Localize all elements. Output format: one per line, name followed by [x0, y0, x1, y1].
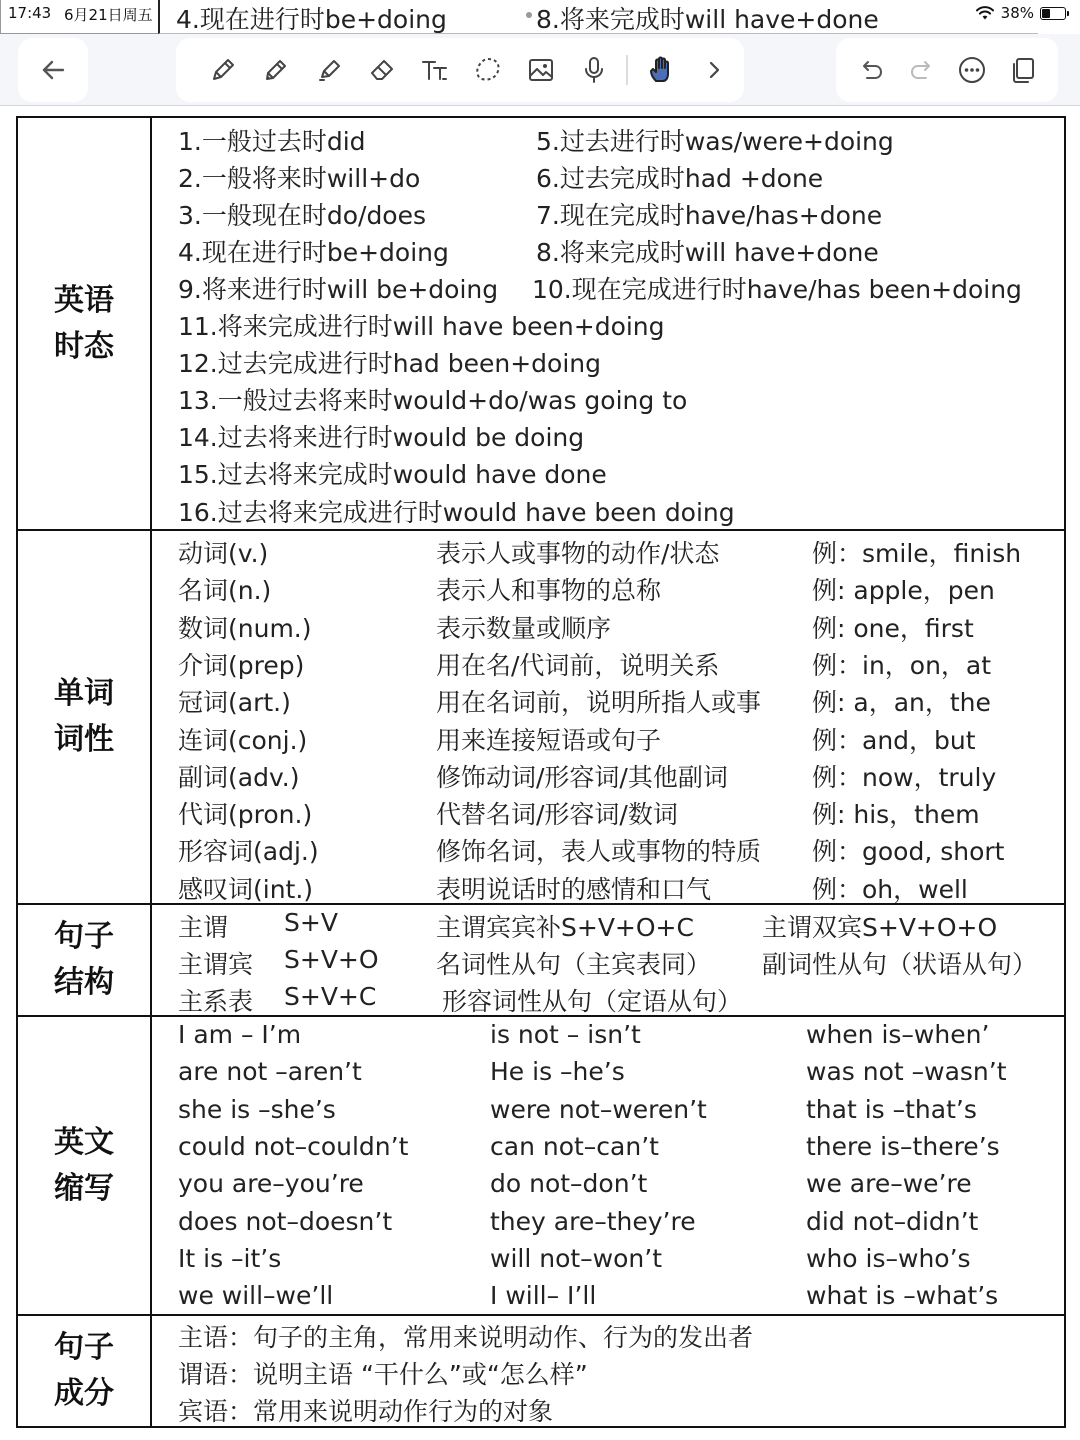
pos-definition: 表示数量或顺序: [436, 613, 612, 643]
pos-definition: 表示人和事物的总称: [436, 576, 662, 606]
contraction-item: we are–we’re: [806, 1169, 972, 1199]
tense-item: 11.将来完成进行时will have been+doing: [178, 312, 665, 341]
structure-pattern: 名词性从句（主宾表同）: [436, 950, 712, 979]
structure-body: [154, 905, 1064, 1015]
contraction-item: I will– I’ll: [490, 1281, 597, 1311]
status-date: 6月21日周五: [64, 6, 153, 24]
pos-definition: 用在名词前，说明所指人或事: [436, 688, 762, 718]
battery-fill: [1042, 9, 1050, 18]
tenses-section: [18, 118, 1064, 531]
pos-definition: 用在名/代词前，说明关系: [436, 650, 720, 680]
structure-name: 主系表: [178, 987, 254, 1016]
structure-formula: S+V: [284, 908, 338, 937]
pos-body: [154, 531, 1064, 903]
category-label: 词性: [54, 722, 114, 757]
sentence-components-section: [18, 1316, 1064, 1426]
category-label: 句子: [54, 1330, 114, 1365]
structure-name: 主谓宾: [178, 950, 254, 979]
eraser-icon: [366, 54, 398, 86]
contractions-category: [18, 1017, 152, 1314]
components-category: [18, 1316, 152, 1426]
contraction-item: can not–can’t: [490, 1131, 659, 1161]
category-label: 单词: [54, 676, 114, 711]
structure-name: 主谓: [178, 913, 229, 942]
wifi-icon: [975, 5, 995, 21]
grammar-table: [16, 116, 1066, 1428]
pos-term: 连词(conj.): [178, 725, 308, 755]
highlighter-icon: [313, 54, 345, 86]
undo-button[interactable]: [846, 45, 897, 95]
pos-term: 介词(prep): [178, 650, 305, 680]
redo-button[interactable]: [897, 45, 948, 95]
structure-category: [18, 905, 152, 1015]
category-label: 句子: [54, 919, 114, 954]
contraction-item: I am – I’m: [178, 1020, 302, 1049]
pos-definition: 表示人或事物的动作/状态: [436, 539, 720, 568]
hand-touch-button[interactable]: [634, 45, 687, 95]
pos-example: 例: a，an，the: [812, 688, 991, 718]
pos-definition: 表明说话时的感情和口气: [436, 874, 712, 904]
pen-tool-button[interactable]: [196, 45, 249, 95]
tense-item: 14.过去将来进行时would be doing: [178, 423, 585, 452]
tool-group: [176, 38, 744, 102]
category-label: 英文: [54, 1124, 114, 1160]
back-group: [18, 38, 88, 102]
structure-pattern: 副词性从句（状语从句）: [762, 950, 1038, 979]
pos-definition: 用来连接短语或句子: [436, 725, 662, 755]
pages-button[interactable]: [998, 45, 1049, 95]
tense-item: 16.过去将来完成进行时would have been doing: [178, 498, 735, 527]
pencil-icon: [260, 54, 292, 86]
redo-icon: [906, 54, 938, 86]
back-button[interactable]: [27, 45, 80, 95]
microphone-icon: [578, 54, 610, 86]
contraction-item: could not–couldn’t: [178, 1131, 409, 1161]
contraction-item: that is –that’s: [806, 1094, 977, 1124]
pos-term: 动词(v.): [178, 539, 269, 568]
contraction-item: did not–didn’t: [806, 1206, 979, 1236]
component-line: 主语：句子的主角，常用来说明动作、行为的发出者: [178, 1323, 754, 1352]
more-options-button[interactable]: [947, 45, 998, 95]
battery-icon: [1040, 7, 1066, 20]
pos-example: 例: apple，pen: [812, 576, 995, 606]
tense-item: 5.过去进行时was/were+doing: [536, 127, 894, 156]
pos-term: 冠词(art.): [178, 688, 291, 718]
parts-of-speech-section: [18, 531, 1064, 905]
category-label: 结构: [54, 965, 114, 1000]
category-label: 缩写: [54, 1170, 114, 1206]
contraction-item: she is –she’s: [178, 1094, 336, 1124]
pos-term: 名词(n.): [178, 576, 272, 606]
back-arrow-icon: [37, 54, 69, 86]
more-tools-button[interactable]: [687, 45, 740, 95]
undo-icon: [855, 54, 887, 86]
pages-icon: [1007, 54, 1039, 86]
contraction-item: It is –it’s: [178, 1243, 282, 1273]
highlighter-tool-button[interactable]: [302, 45, 355, 95]
pos-definition: 修饰动词/形容词/其他副词: [436, 762, 728, 792]
tense-item: 12.过去完成进行时had been+doing: [178, 349, 601, 378]
action-group: [836, 38, 1058, 102]
contraction-item: are not –aren’t: [178, 1057, 362, 1087]
tense-item: 15.过去将来完成时would have done: [178, 460, 607, 489]
pos-example: 例: his，them: [812, 800, 980, 830]
contraction-item: will not–won’t: [490, 1243, 663, 1273]
more-icon: [956, 54, 988, 86]
image-tool-button[interactable]: [514, 45, 567, 95]
contraction-item: is not – isn’t: [490, 1020, 641, 1049]
document-peek-text: 8.将来完成时will have+done: [536, 5, 879, 34]
chevron-right-icon: [698, 54, 730, 86]
structure-formula: S+V+C: [284, 982, 377, 1011]
pos-example: 例：smile，finish: [812, 539, 1022, 568]
camera-dot: [526, 12, 532, 18]
lasso-icon: [472, 54, 504, 86]
contraction-item: was not –wasn’t: [806, 1057, 1007, 1087]
contraction-item: do not–don’t: [490, 1169, 648, 1199]
contractions-section: [18, 1017, 1064, 1316]
pos-term: 感叹词(int.): [178, 874, 314, 904]
pen-icon: [207, 54, 239, 86]
tense-item: 10.现在完成进行时have/has been+doing: [532, 275, 1022, 304]
tense-item: 9.将来进行时will be+doing: [178, 275, 499, 304]
contraction-item: you are–you’re: [178, 1169, 364, 1199]
status-indicators: [975, 4, 1066, 22]
pos-term: 数词(num.): [178, 613, 312, 643]
document-peek-text: 4.现在进行时be+doing: [176, 5, 447, 34]
image-icon: [525, 54, 557, 86]
tenses-category: [18, 118, 152, 529]
status-time: 17:43: [8, 4, 52, 22]
tense-item: 2.一般将来时will+do: [178, 164, 421, 193]
component-line: 宾语：常用来说明动作行为的对象: [178, 1397, 554, 1426]
toolbar-divider: [626, 55, 628, 85]
pos-example: 例: one，first: [812, 613, 974, 643]
contraction-item: they are–they’re: [490, 1206, 696, 1236]
lasso-tool-button[interactable]: [461, 45, 514, 95]
eraser-tool-button[interactable]: [355, 45, 408, 95]
contraction-item: there is–there’s: [806, 1131, 1000, 1161]
category-label: 时态: [54, 328, 114, 364]
pos-example: 例：now，truly: [812, 762, 997, 792]
microphone-tool-button[interactable]: [567, 45, 620, 95]
pos-example: 例：and，but: [812, 725, 976, 755]
status-bar: [0, 0, 1080, 34]
pos-example: 例：good, short: [812, 837, 1005, 867]
pos-term: 副词(adv.): [178, 762, 300, 792]
contraction-item: when is–when’: [806, 1020, 990, 1049]
contraction-item: we will–we’ll: [178, 1281, 334, 1311]
contraction-item: does not–doesn’t: [178, 1206, 393, 1236]
structure-pattern: 主谓双宾S+V+O+O: [762, 913, 998, 942]
pos-example: 例：oh，well: [812, 874, 968, 904]
pos-definition: 代替名词/形容词/数词: [436, 800, 678, 830]
sentence-structure-section: [18, 905, 1064, 1017]
pos-definition: 修饰名词，表人或事物的特质: [436, 837, 762, 867]
tense-item: 6.过去完成时had +done: [536, 164, 824, 193]
tense-item: 8.将来完成时will have+done: [536, 238, 879, 267]
text-tool-button[interactable]: [408, 45, 461, 95]
contractions-body: [154, 1017, 1064, 1314]
components-body: [154, 1316, 1064, 1426]
structure-pattern: 形容词性从句（定语从句）: [442, 987, 743, 1016]
pos-example: 例：in，on，at: [812, 650, 992, 680]
tense-item: 4.现在进行时be+doing: [178, 238, 449, 267]
toolbar: [0, 34, 1080, 106]
hand-touch-icon: [645, 54, 677, 86]
pos-category: [18, 531, 152, 903]
tense-item: 7.现在完成时have/has+done: [536, 201, 883, 230]
pos-term: 代词(pron.): [178, 800, 313, 830]
tense-item: 1.一般过去时did: [178, 127, 366, 156]
pos-term: 形容词(adj.): [178, 837, 319, 867]
contraction-item: He is –he’s: [490, 1057, 625, 1087]
tense-item: 13.一般过去将来时would+do/was going to: [178, 386, 688, 415]
structure-pattern: 主谓宾宾补S+V+O+C: [436, 913, 694, 942]
contraction-item: were not–weren’t: [490, 1094, 707, 1124]
pencil-tool-button[interactable]: [249, 45, 302, 95]
battery-percent: 38%: [1000, 4, 1034, 22]
category-label: 成分: [54, 1376, 114, 1411]
tense-item: 3.一般现在时do/does: [178, 201, 427, 230]
component-line: 谓语：说明主语 “干什么”或“怎么样”: [178, 1360, 588, 1389]
text-icon: [419, 54, 451, 86]
contraction-item: who is–who’s: [806, 1243, 971, 1273]
category-label: 英语: [54, 282, 114, 318]
contraction-item: what is –what’s: [806, 1281, 999, 1311]
tenses-body: [154, 118, 1064, 529]
structure-formula: S+V+O: [284, 945, 379, 974]
